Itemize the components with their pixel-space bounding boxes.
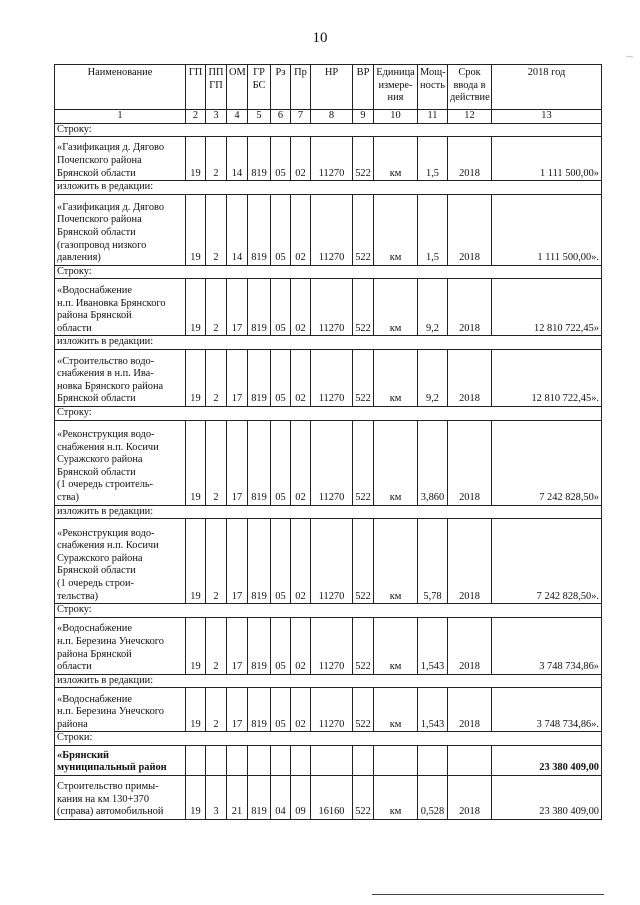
col-number: 1 bbox=[55, 110, 186, 124]
cell-amount: 23 380 409,00 bbox=[492, 775, 602, 819]
cell-name: «Реконструкция водо- снабжения н.п. Косичи Суражского района Брянской области (1 очередь строи- тельства) bbox=[55, 519, 186, 604]
cell-nr: 11270 bbox=[311, 617, 353, 674]
cell-deadline: 2018 bbox=[448, 349, 492, 406]
cell-unit: км bbox=[374, 519, 418, 604]
cell-unit bbox=[374, 745, 418, 775]
cell-deadline: 2018 bbox=[448, 519, 492, 604]
cell-gp: 19 bbox=[186, 617, 206, 674]
cell-om: 17 bbox=[227, 519, 248, 604]
cell-unit: км bbox=[374, 688, 418, 732]
table-row bbox=[55, 420, 602, 505]
col-header-vr: ВР bbox=[353, 65, 374, 110]
cell-pr: 02 bbox=[291, 279, 311, 336]
cell-nr: 11270 bbox=[311, 688, 353, 732]
cell-rz: 05 bbox=[271, 688, 291, 732]
cell-vr: 522 bbox=[353, 617, 374, 674]
cell-name: «Брянский муниципальный район bbox=[55, 745, 186, 775]
cell-grbs: 819 bbox=[248, 194, 271, 265]
cell-unit: км bbox=[374, 775, 418, 819]
table-row bbox=[55, 775, 602, 819]
cell-rz: 05 bbox=[271, 349, 291, 406]
cell-deadline: 2018 bbox=[448, 420, 492, 505]
cell-vr: 522 bbox=[353, 775, 374, 819]
instruction-text: Строки: bbox=[55, 732, 602, 746]
cell-name: Строительство примы- кания на км 130+370 (справа) автомобильной bbox=[55, 775, 186, 819]
cell-capacity: 5,78 bbox=[418, 519, 448, 604]
cell-om bbox=[227, 745, 248, 775]
cell-gp: 19 bbox=[186, 279, 206, 336]
scan-edge-mark: f bbox=[624, 55, 634, 58]
cell-ppgp: 2 bbox=[206, 617, 227, 674]
cell-om: 21 bbox=[227, 775, 248, 819]
cell-unit: км bbox=[374, 617, 418, 674]
instruction-row bbox=[55, 265, 602, 279]
cell-vr: 522 bbox=[353, 137, 374, 181]
cell-ppgp: 3 bbox=[206, 775, 227, 819]
col-header-year: 2018 год bbox=[492, 65, 602, 110]
cell-name: «Газификация д. Дягово Почепского района Брянской области bbox=[55, 137, 186, 181]
cell-rz: 05 bbox=[271, 194, 291, 265]
cell-gp: 19 bbox=[186, 349, 206, 406]
instruction-row bbox=[55, 674, 602, 688]
cell-ppgp: 2 bbox=[206, 519, 227, 604]
instruction-text: изложить в редакции: bbox=[55, 181, 602, 195]
cell-pr: 02 bbox=[291, 194, 311, 265]
col-number: 2 bbox=[186, 110, 206, 124]
table-row bbox=[55, 688, 602, 732]
cell-name: «Строительство водо- снабжения в н.п. Ива- новка Брянского района Брянской области bbox=[55, 349, 186, 406]
cell-pr: 02 bbox=[291, 349, 311, 406]
col-header-nr: НР bbox=[311, 65, 353, 110]
cell-amount: 1 111 500,00». bbox=[492, 194, 602, 265]
cell-capacity: 1,543 bbox=[418, 688, 448, 732]
col-number: 12 bbox=[448, 110, 492, 124]
col-header-ppgp: ПП ГП bbox=[206, 65, 227, 110]
cell-nr: 11270 bbox=[311, 194, 353, 265]
cell-nr: 11270 bbox=[311, 420, 353, 505]
cell-grbs: 819 bbox=[248, 349, 271, 406]
cell-name: «Газификация д. Дягово Почепского района Брянской области (газопровод низкого давления) bbox=[55, 194, 186, 265]
cell-gp: 19 bbox=[186, 420, 206, 505]
col-header-unit: Единица измере-ния bbox=[374, 65, 418, 110]
cell-pr: 02 bbox=[291, 617, 311, 674]
instruction-row bbox=[55, 123, 602, 137]
instruction-row bbox=[55, 732, 602, 746]
cell-amount: 7 242 828,50» bbox=[492, 420, 602, 505]
cell-nr: 11270 bbox=[311, 279, 353, 336]
cell-unit: км bbox=[374, 137, 418, 181]
cell-rz: 05 bbox=[271, 137, 291, 181]
table-body bbox=[55, 123, 602, 819]
col-number: 3 bbox=[206, 110, 227, 124]
cell-amount: 3 748 734,86» bbox=[492, 617, 602, 674]
cell-grbs: 819 bbox=[248, 617, 271, 674]
cell-ppgp: 2 bbox=[206, 194, 227, 265]
col-header-grbs: ГР БС bbox=[248, 65, 271, 110]
cell-vr: 522 bbox=[353, 279, 374, 336]
cell-gp: 19 bbox=[186, 775, 206, 819]
cell-capacity: 9,2 bbox=[418, 279, 448, 336]
instruction-row bbox=[55, 406, 602, 420]
cell-amount: 12 810 722,45» bbox=[492, 279, 602, 336]
cell-capacity: 1,5 bbox=[418, 137, 448, 181]
col-header-om: ОМ bbox=[227, 65, 248, 110]
cell-grbs: 819 bbox=[248, 775, 271, 819]
col-number: 7 bbox=[291, 110, 311, 124]
cell-capacity: 3,860 bbox=[418, 420, 448, 505]
cell-ppgp: 2 bbox=[206, 279, 227, 336]
table-row bbox=[55, 617, 602, 674]
cell-name: «Водоснабжение н.п. Ивановка Брянского района Брянской области bbox=[55, 279, 186, 336]
cell-vr: 522 bbox=[353, 349, 374, 406]
footer-rule bbox=[372, 894, 604, 895]
col-number: 10 bbox=[374, 110, 418, 124]
cell-om: 14 bbox=[227, 194, 248, 265]
table-row bbox=[55, 745, 602, 775]
cell-rz: 05 bbox=[271, 519, 291, 604]
col-header-rz: Рз bbox=[271, 65, 291, 110]
cell-name: «Водоснабжение н.п. Березина Унечского района Брянской области bbox=[55, 617, 186, 674]
cell-nr bbox=[311, 745, 353, 775]
cell-om: 17 bbox=[227, 617, 248, 674]
cell-nr: 11270 bbox=[311, 137, 353, 181]
instruction-text: Строку: bbox=[55, 604, 602, 618]
page-number: 10 bbox=[312, 30, 328, 46]
cell-vr bbox=[353, 745, 374, 775]
cell-vr: 522 bbox=[353, 688, 374, 732]
cell-ppgp: 2 bbox=[206, 688, 227, 732]
col-header-pr: Пр bbox=[291, 65, 311, 110]
cell-nr: 11270 bbox=[311, 519, 353, 604]
cell-unit: км bbox=[374, 349, 418, 406]
col-number: 9 bbox=[353, 110, 374, 124]
instruction-text: Строку: bbox=[55, 123, 602, 137]
cell-om: 17 bbox=[227, 349, 248, 406]
cell-unit: км bbox=[374, 194, 418, 265]
cell-amount: 12 810 722,45». bbox=[492, 349, 602, 406]
col-number: 5 bbox=[248, 110, 271, 124]
cell-grbs: 819 bbox=[248, 688, 271, 732]
cell-amount: 23 380 409,00 bbox=[492, 745, 602, 775]
cell-rz bbox=[271, 745, 291, 775]
instruction-row bbox=[55, 505, 602, 519]
instruction-text: Строку: bbox=[55, 406, 602, 420]
cell-deadline: 2018 bbox=[448, 688, 492, 732]
cell-om: 17 bbox=[227, 688, 248, 732]
cell-vr: 522 bbox=[353, 519, 374, 604]
col-header-name: Наименование bbox=[55, 65, 186, 110]
cell-grbs: 819 bbox=[248, 279, 271, 336]
cell-pr: 02 bbox=[291, 688, 311, 732]
instruction-row bbox=[55, 336, 602, 350]
cell-deadline: 2018 bbox=[448, 194, 492, 265]
cell-capacity: 1,5 bbox=[418, 194, 448, 265]
cell-pr: 02 bbox=[291, 137, 311, 181]
cell-rz: 05 bbox=[271, 617, 291, 674]
col-number: 6 bbox=[271, 110, 291, 124]
instruction-text: изложить в редакции: bbox=[55, 674, 602, 688]
col-number: 4 bbox=[227, 110, 248, 124]
cell-amount: 7 242 828,50». bbox=[492, 519, 602, 604]
investment-table bbox=[54, 64, 602, 820]
cell-nr: 11270 bbox=[311, 349, 353, 406]
cell-rz: 04 bbox=[271, 775, 291, 819]
cell-vr: 522 bbox=[353, 194, 374, 265]
table-row bbox=[55, 519, 602, 604]
col-number: 13 bbox=[492, 110, 602, 124]
cell-deadline: 2018 bbox=[448, 137, 492, 181]
cell-capacity: 0,528 bbox=[418, 775, 448, 819]
col-header-deadline: Срок ввода в действие bbox=[448, 65, 492, 110]
cell-om: 17 bbox=[227, 279, 248, 336]
cell-name: «Водоснабжение н.п. Березина Унечского района bbox=[55, 688, 186, 732]
column-header-row bbox=[55, 65, 602, 110]
cell-deadline: 2018 bbox=[448, 279, 492, 336]
cell-ppgp bbox=[206, 745, 227, 775]
cell-pr: 02 bbox=[291, 420, 311, 505]
cell-gp bbox=[186, 745, 206, 775]
col-header-gp: ГП bbox=[186, 65, 206, 110]
instruction-row bbox=[55, 181, 602, 195]
cell-gp: 19 bbox=[186, 519, 206, 604]
table-row bbox=[55, 349, 602, 406]
cell-grbs: 819 bbox=[248, 420, 271, 505]
cell-grbs: 819 bbox=[248, 137, 271, 181]
cell-capacity: 1,543 bbox=[418, 617, 448, 674]
col-number: 8 bbox=[311, 110, 353, 124]
instruction-text: изложить в редакции: bbox=[55, 505, 602, 519]
cell-om: 14 bbox=[227, 137, 248, 181]
cell-pr: 02 bbox=[291, 519, 311, 604]
cell-pr bbox=[291, 745, 311, 775]
cell-deadline: 2018 bbox=[448, 617, 492, 674]
cell-gp: 19 bbox=[186, 137, 206, 181]
instruction-row bbox=[55, 604, 602, 618]
cell-gp: 19 bbox=[186, 688, 206, 732]
cell-rz: 05 bbox=[271, 420, 291, 505]
table-row bbox=[55, 137, 602, 181]
cell-amount: 1 111 500,00» bbox=[492, 137, 602, 181]
cell-ppgp: 2 bbox=[206, 349, 227, 406]
instruction-text: Строку: bbox=[55, 265, 602, 279]
cell-rz: 05 bbox=[271, 279, 291, 336]
cell-grbs: 819 bbox=[248, 519, 271, 604]
cell-ppgp: 2 bbox=[206, 420, 227, 505]
cell-vr: 522 bbox=[353, 420, 374, 505]
cell-capacity: 9,2 bbox=[418, 349, 448, 406]
cell-om: 17 bbox=[227, 420, 248, 505]
cell-ppgp: 2 bbox=[206, 137, 227, 181]
cell-name: «Реконструкция водо- снабжения н.п. Косичи Суражского района Брянской области (1 очередь строитель- ства) bbox=[55, 420, 186, 505]
table-row bbox=[55, 194, 602, 265]
column-number-row bbox=[55, 110, 602, 124]
table-row bbox=[55, 279, 602, 336]
cell-nr: 16160 bbox=[311, 775, 353, 819]
cell-deadline: 2018 bbox=[448, 775, 492, 819]
cell-unit: км bbox=[374, 420, 418, 505]
cell-gp: 19 bbox=[186, 194, 206, 265]
cell-deadline bbox=[448, 745, 492, 775]
col-header-capacity: Мощ-ность bbox=[418, 65, 448, 110]
cell-pr: 09 bbox=[291, 775, 311, 819]
cell-unit: км bbox=[374, 279, 418, 336]
cell-capacity bbox=[418, 745, 448, 775]
col-number: 11 bbox=[418, 110, 448, 124]
cell-amount: 3 748 734,86». bbox=[492, 688, 602, 732]
instruction-text: изложить в редакции: bbox=[55, 336, 602, 350]
cell-grbs bbox=[248, 745, 271, 775]
